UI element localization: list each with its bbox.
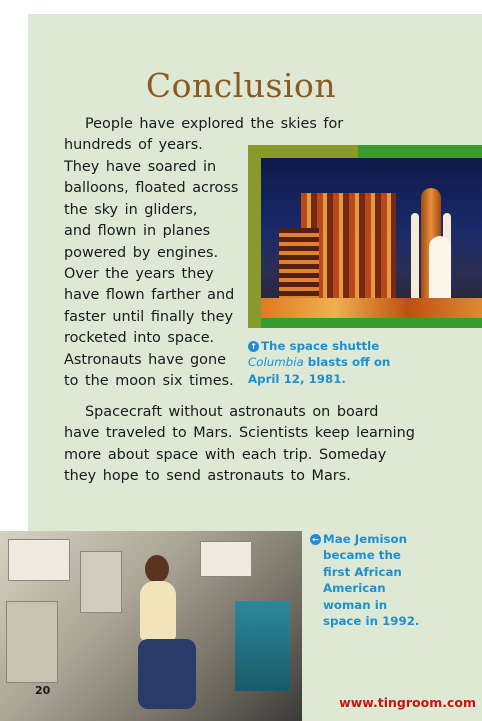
astronaut-shirt [140,581,176,641]
frame-accent [248,145,261,328]
caption-line: American [323,581,386,596]
text-line: faster until finally they [64,308,234,325]
text-line: have flown farther and [64,287,235,304]
caption-arrow-icon: ↑ [248,341,259,352]
shuttle-caption [248,338,438,387]
caption-date: April 12, 1981. [248,371,346,386]
caption-shuttle-name: Columbia [248,355,304,370]
text-line: People have explored the skies for [85,116,344,132]
caption-text: Mae Jemison [323,532,408,546]
text-line: They have soared in [64,159,217,175]
caption-line: space in 1992. [323,614,420,629]
watermark-link[interactable]: www.tingroom.com [339,695,476,710]
paragraph-1-body [64,157,254,392]
caption-text: The space shuttle [261,339,380,353]
text-line: hundreds of years. [64,137,203,154]
astronaut-caption [310,531,430,629]
page-title: Conclusion [145,66,337,105]
launch-glow [261,298,482,318]
caption-line [310,531,430,547]
station-panel [200,541,252,577]
text-line: Spacecraft without astronauts on board [85,404,379,420]
text-line: to the moon six times. [64,373,234,390]
text-line: Astronauts have gone [64,351,226,368]
caption-line: became the [323,548,401,563]
station-panel [8,539,70,581]
astronaut-pants [138,639,196,709]
astronaut-head [145,555,169,583]
paragraph-2 [64,402,424,488]
station-panel [80,551,122,613]
caption-line: first African [323,564,402,579]
shuttle-launch-photo [261,158,482,318]
text-line: balloons, floated across [64,180,239,197]
text-line: more about space with each trip. Someday [64,446,387,463]
caption-arrow-icon: ← [310,534,321,545]
station-panel [6,601,58,683]
text-line: rocketed into space. [64,330,215,347]
text-line: the sky in gliders, [64,201,198,218]
text-line: and flown in planes [64,223,211,240]
text-line: have traveled to Mars. Scientists keep learning [64,425,415,442]
caption-line: woman in [323,597,388,612]
text-line: they hope to send astronauts to Mars. [64,468,351,485]
text-line: Over the years they [64,266,214,283]
caption-text: blasts off on [303,355,391,370]
station-equipment [235,601,290,691]
text-line: powered by engines. [64,244,219,261]
frame-accent [248,145,358,158]
page-number: 20 [35,684,51,697]
